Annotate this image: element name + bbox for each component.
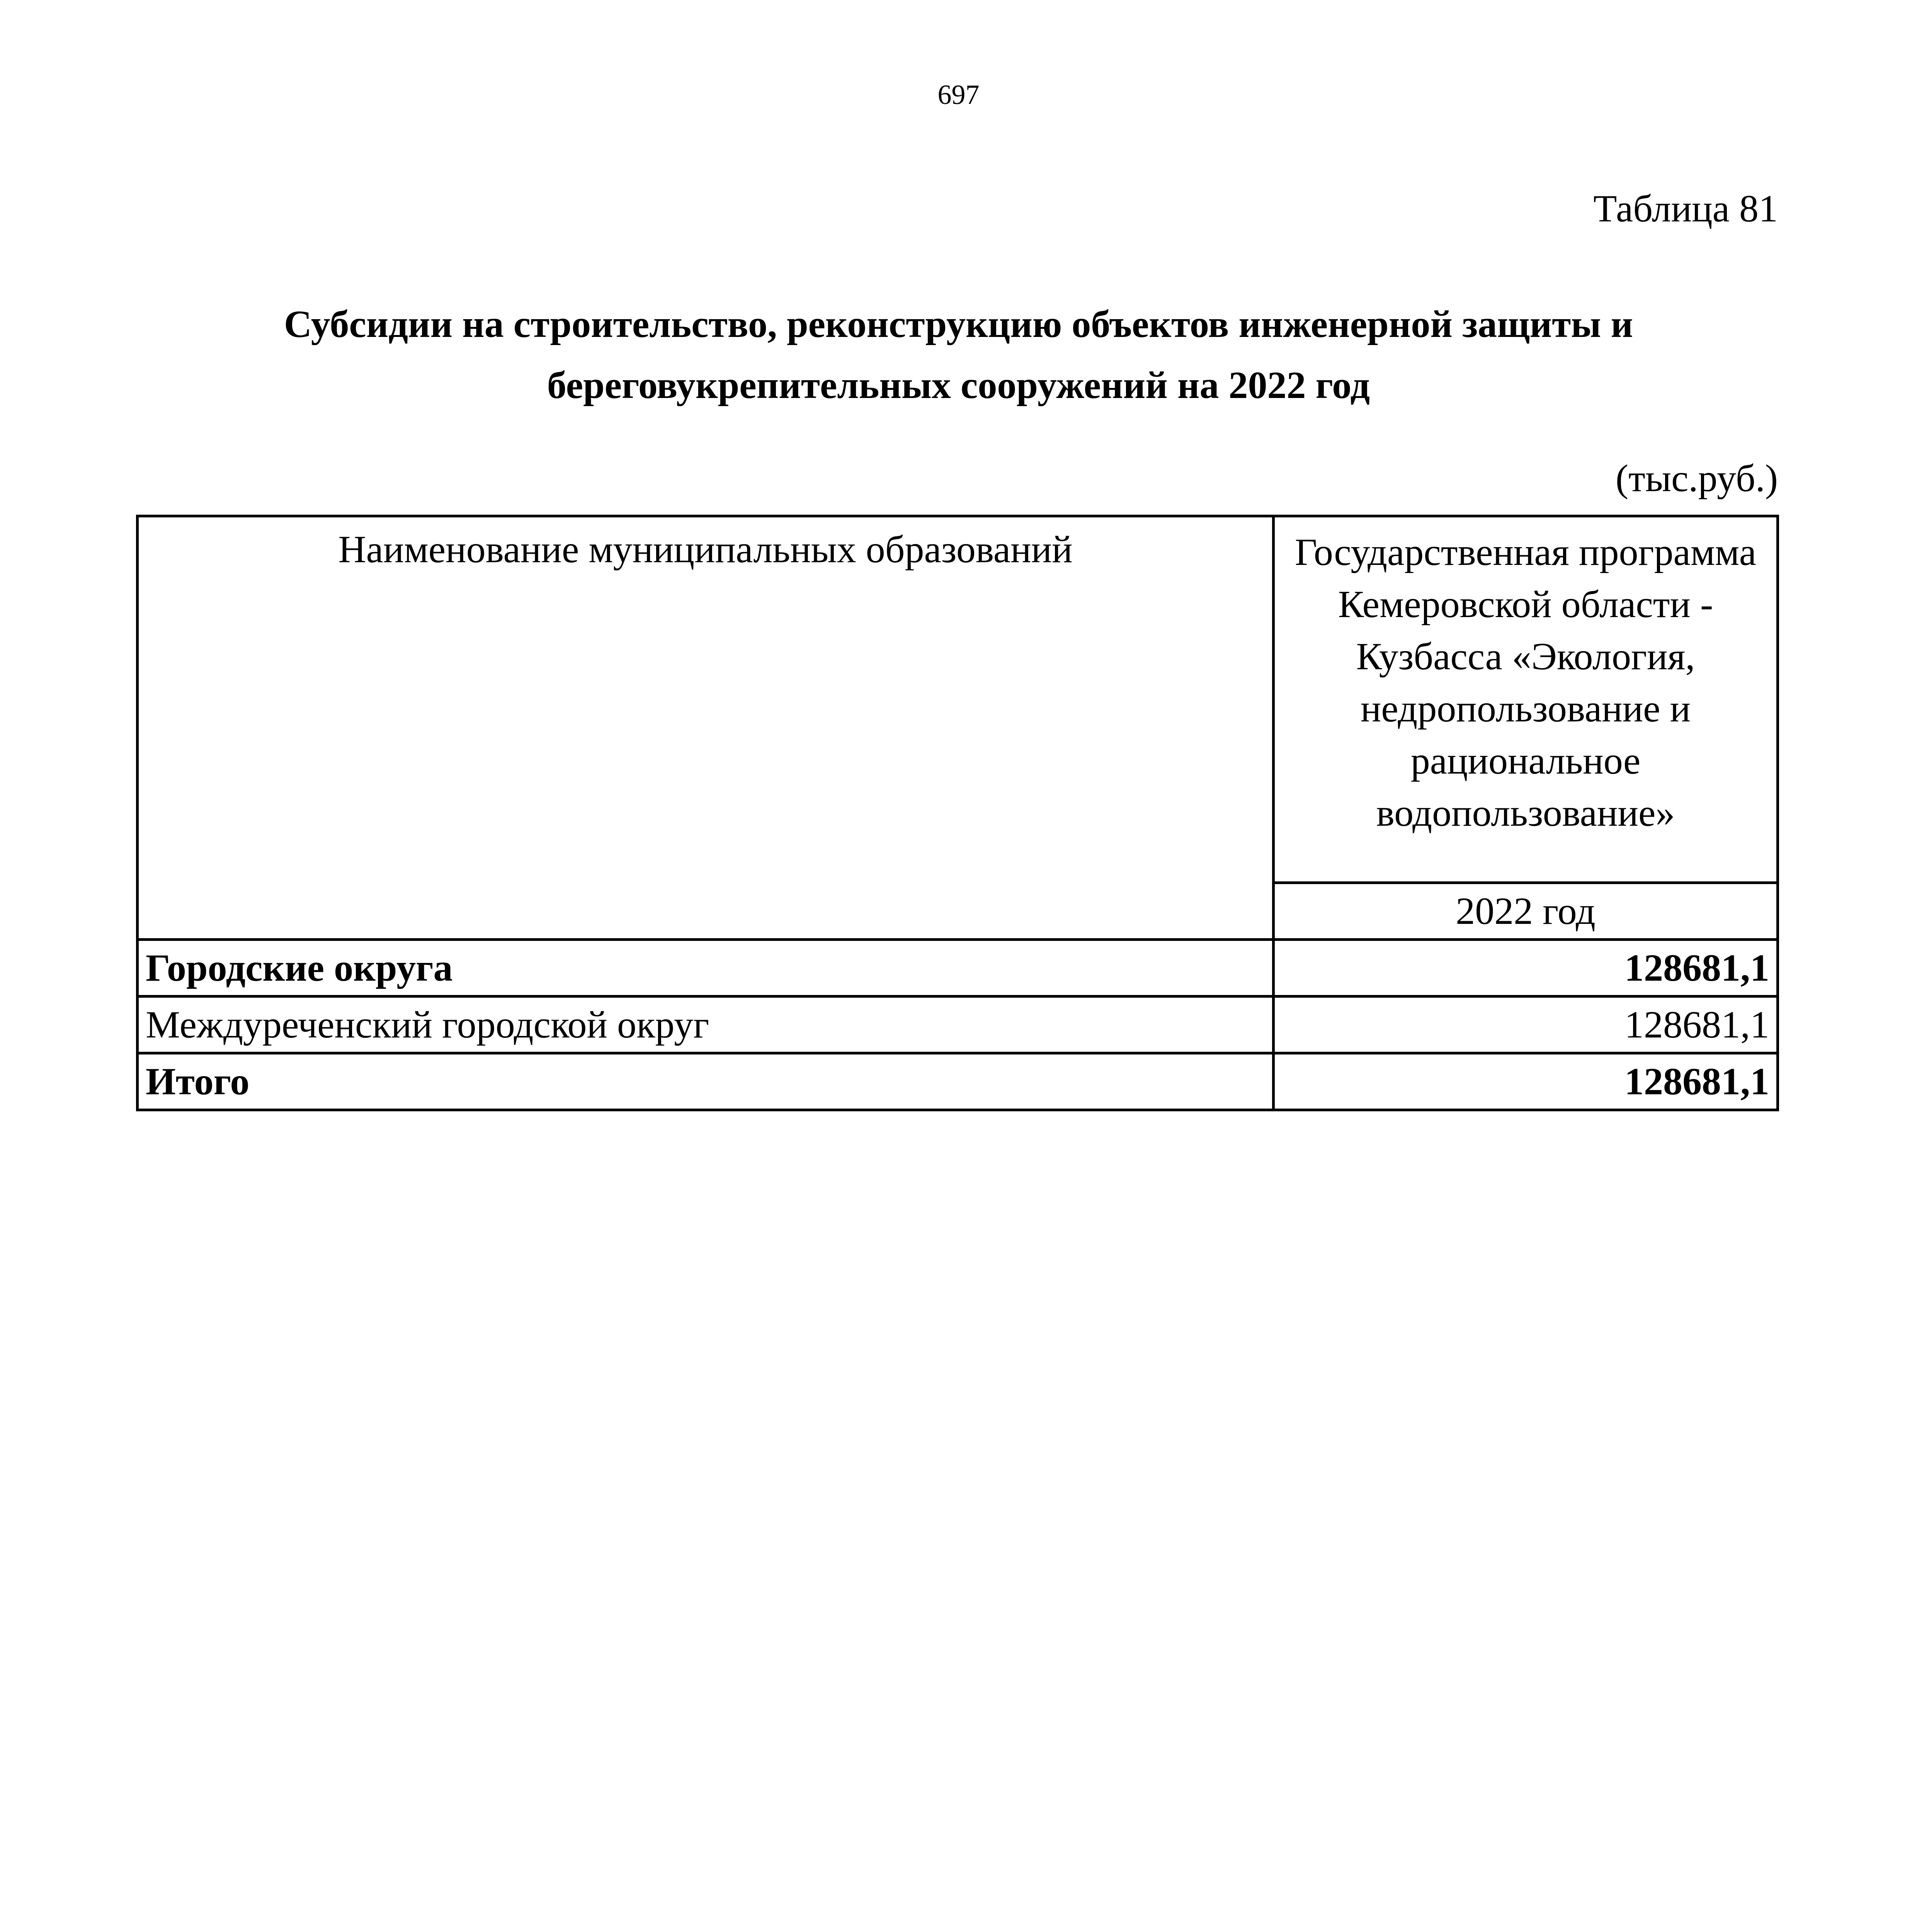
header-municipality-name: Наименование муниципальных образований <box>138 516 1274 940</box>
page-number: 697 <box>937 79 980 110</box>
row-name: Городские округа <box>138 940 1274 997</box>
table-row-total <box>138 1053 1778 1110</box>
table-row-mezhdurechensky <box>138 997 1778 1053</box>
row-value: 128681,1 <box>1274 997 1778 1053</box>
header-year: 2022 год <box>1274 883 1778 940</box>
units-label: (тыс.руб.) <box>1615 457 1778 500</box>
table-header-row <box>138 516 1778 883</box>
header-program-name: Государственная программа Кемеровской области - Кузбасса «Экология, недропользование и рациональное водопользование» <box>1274 516 1778 883</box>
row-value: 128681,1 <box>1274 940 1778 997</box>
table-label: Таблица 81 <box>1593 187 1778 230</box>
row-name: Итого <box>138 1053 1274 1110</box>
document-title: Субсидии на строительство, реконструкцию объектов инженерной защиты и береговукрепительных сооружений на 2022 год <box>284 303 1633 406</box>
table-row-urban-districts <box>138 940 1778 997</box>
subsidy-table <box>136 515 1779 1111</box>
row-name: Междуреченский городской округ <box>138 997 1274 1053</box>
row-value: 128681,1 <box>1274 1053 1778 1110</box>
